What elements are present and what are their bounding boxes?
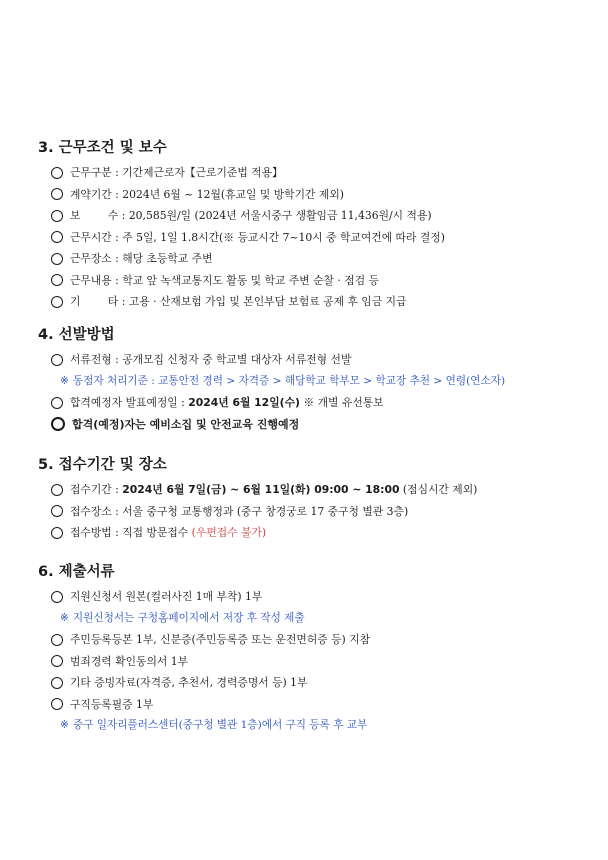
note-text: 지원신청서는 구청홈페이지에서 저장 후 작성 제출 xyxy=(72,611,305,624)
item-text: 근무구분 : 기간제근로자【근로기준법 적용】 xyxy=(70,166,283,179)
item-text: 합격예정자 발표예정일 : xyxy=(70,396,189,409)
item-text: 근무내용 : 학교 앞 녹색교통지도 활동 및 학교 주변 순찰 · 점검 등 xyxy=(70,273,379,287)
item-text: 구직등록필증 1부 xyxy=(70,697,154,711)
list-item xyxy=(38,694,578,716)
item-text: 접수장소 : 서울 중구청 교통행정과 (중구 창경궁로 17 중구청 별관 3층) xyxy=(70,504,409,518)
list-item xyxy=(38,162,578,184)
circle-bullet-icon xyxy=(51,677,63,689)
circle-bullet-icon xyxy=(51,253,63,265)
list-item xyxy=(38,586,578,608)
circle-bullet-icon xyxy=(51,296,63,308)
warning-text: (우편접수 불가) xyxy=(191,526,267,539)
note-text: 중구 일자리플러스센터(중구청 별관 1층)에서 구직 등록 후 교부 xyxy=(72,719,368,731)
list-item xyxy=(38,392,578,414)
note xyxy=(38,715,578,737)
note-mark: ※ xyxy=(60,719,69,731)
item-text: 합격(예정)자는 예비소집 및 안전교육 진행예정 xyxy=(72,417,300,431)
item-text-suffix: ※ 개별 유선통보 xyxy=(299,396,384,409)
circle-bullet-icon xyxy=(51,634,63,646)
circle-bullet-icon xyxy=(51,527,63,539)
circle-bullet-icon xyxy=(51,231,63,243)
circle-bullet-icon xyxy=(51,417,65,431)
note-mark: ※ xyxy=(60,611,69,624)
item-text: 서류전형 : 공개모집 신청자 중 학교별 대상자 서류전형 선발 xyxy=(70,353,352,366)
circle-bullet-icon xyxy=(51,354,63,366)
application-dates: 2024년 6월 7일(금) ~ 6월 11일(화) 09:00 ~ 18:00 xyxy=(122,483,400,496)
section-heading: 6. 제출서류 xyxy=(38,564,115,580)
item-text: 계약기간 : 2024년 6월 ~ 12월(휴교일 및 방학기간 제외) xyxy=(70,187,344,201)
list-item xyxy=(38,414,578,436)
list-item xyxy=(38,522,578,544)
circle-bullet-icon xyxy=(51,655,63,667)
section-selection-method xyxy=(38,325,578,435)
item-text: 보 수 : 20,585원/일 (2024년 서울시중구 생활임금 11,436원/시 적용) xyxy=(70,209,432,222)
item-text: 주민등록등본 1부, 신분증(주민등록증 또는 운전면허증 등) 지참 xyxy=(70,633,371,646)
list-item xyxy=(38,651,578,673)
note xyxy=(38,608,578,630)
circle-bullet-icon xyxy=(51,698,63,710)
section-work-conditions xyxy=(38,138,578,313)
circle-bullet-icon xyxy=(51,210,63,222)
item-text-suffix: (점심시간 제외) xyxy=(399,483,478,496)
list-item xyxy=(38,227,578,249)
list-item xyxy=(38,184,578,206)
list-item xyxy=(38,291,578,313)
note xyxy=(38,371,578,393)
list-item xyxy=(38,248,578,270)
item-text: 지원신청서 원본(컬러사진 1매 부착) 1부 xyxy=(70,590,263,603)
section-heading: 5. 접수기간 및 장소 xyxy=(38,457,167,473)
circle-bullet-icon xyxy=(51,167,63,179)
list-item xyxy=(38,270,578,292)
list-item xyxy=(38,501,578,523)
circle-bullet-icon xyxy=(51,484,63,496)
announcement-date: 2024년 6월 12일(수) xyxy=(188,396,300,409)
item-text: 기 타 : 고용 · 산재보험 가입 및 본인부담 보험료 공제 후 임금 지급 xyxy=(70,295,407,308)
circle-bullet-icon xyxy=(51,397,63,409)
item-text: 기타 증빙자료(자격증, 추천서, 경력증명서 등) 1부 xyxy=(70,676,308,689)
note-text: 동점자 처리기준 : 교통안전 경력 > 자격증 > 해당학교 학부모 > 학교장 추천 > 연령(연소자) xyxy=(72,374,506,387)
section-application-period xyxy=(38,455,578,544)
note-mark: ※ xyxy=(60,374,69,387)
item-text: 범죄경력 확인동의서 1부 xyxy=(70,654,189,668)
section-required-documents xyxy=(38,562,578,737)
circle-bullet-icon xyxy=(51,274,63,286)
list-item xyxy=(38,672,578,694)
item-text: 근무장소 : 해당 초등학교 주변 xyxy=(70,252,213,265)
circle-bullet-icon xyxy=(51,591,63,603)
section-heading: 4. 선발방법 xyxy=(38,327,115,343)
list-item xyxy=(38,349,578,371)
list-item xyxy=(38,479,578,501)
circle-bullet-icon xyxy=(51,188,63,200)
circle-bullet-icon xyxy=(51,505,63,517)
section-heading: 3. 근무조건 및 보수 xyxy=(38,140,167,156)
item-text: 근무시간 : 주 5일, 1일 1.8시간(※ 등교시간 7~10시 중 학교여건에 따라 결정) xyxy=(70,230,445,244)
item-text: 접수기간 : xyxy=(70,483,123,496)
list-item xyxy=(38,629,578,651)
list-item xyxy=(38,205,578,227)
item-text: 접수방법 : 직접 방문접수 xyxy=(70,526,192,539)
